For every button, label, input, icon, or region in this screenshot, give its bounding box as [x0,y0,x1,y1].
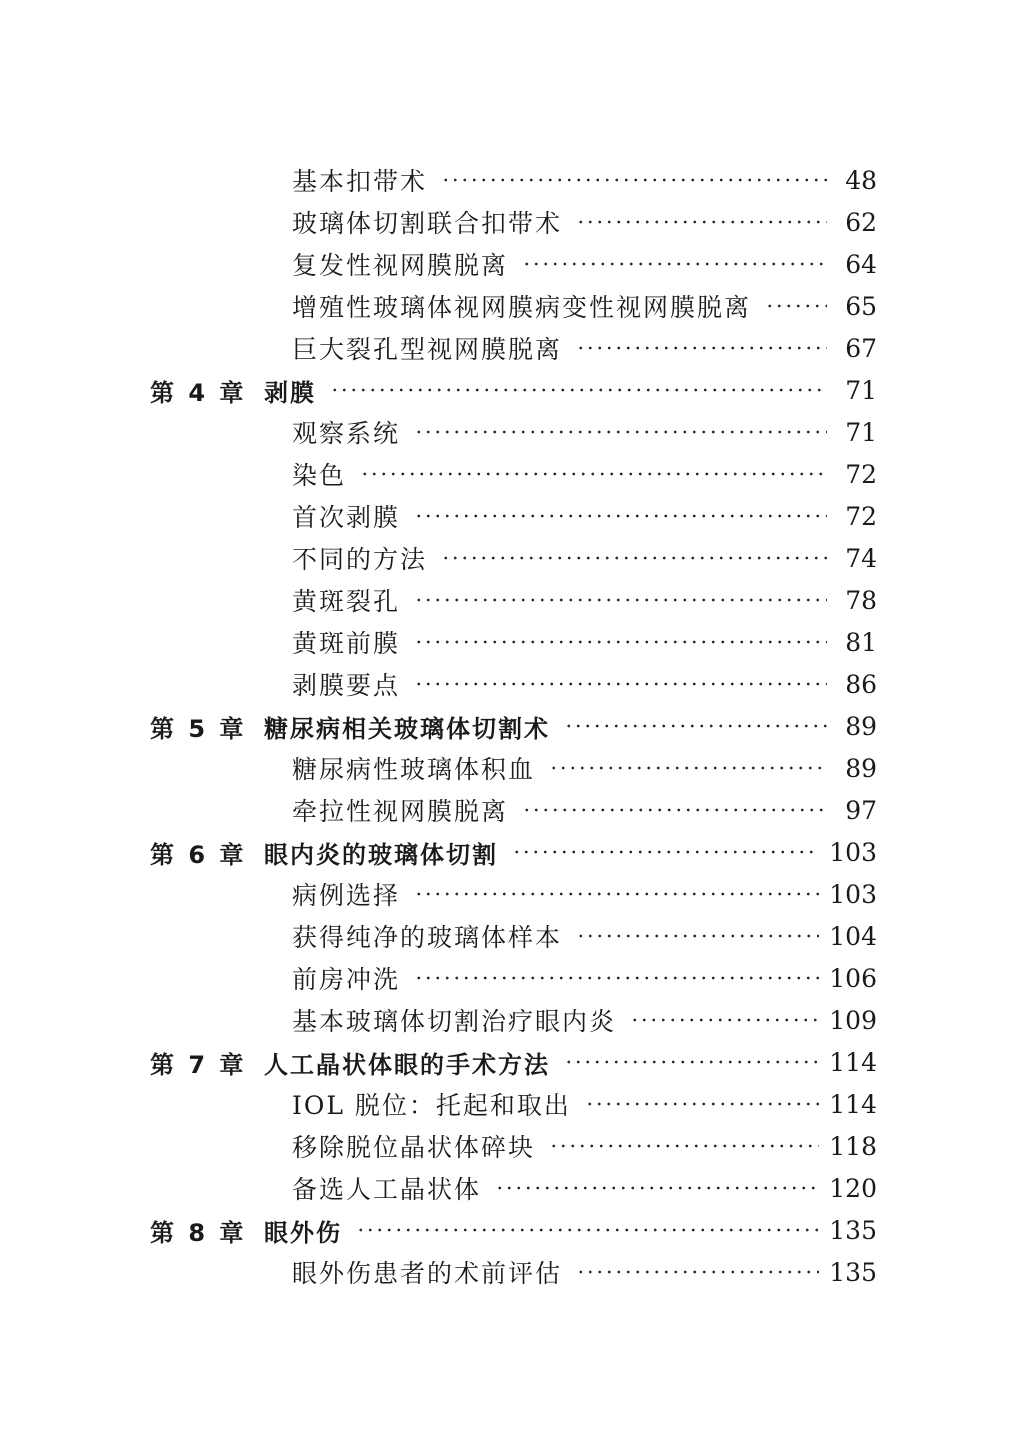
dot-leader [495,1186,819,1190]
toc-section-entry [150,621,877,663]
entry-title: 黄斑裂孔 [292,587,401,616]
entry-title: IOL 脱位：托起和取出 [292,1091,571,1120]
toc-section-entry [150,1125,877,1167]
dot-leader [630,1018,819,1022]
dot-leader [522,262,827,266]
page-number: 62 [845,207,877,237]
entry-title: 备选人工晶状体 [292,1175,482,1204]
table-of-contents [150,159,877,1293]
dot-leader [356,1228,819,1232]
dot-leader [330,388,827,392]
entry-title: 糖尿病性玻璃体积血 [292,755,536,784]
toc-section-entry [150,663,877,705]
entry-title: 增殖性玻璃体视网膜病变性视网膜脱离 [292,293,752,322]
toc-section-entry [150,243,877,285]
dot-leader [522,808,827,812]
page-number: 81 [845,627,877,657]
chapter-number: 第 7 章 [150,1050,247,1079]
page-number: 103 [829,837,877,867]
dot-leader [564,1060,819,1064]
entry-title: 眼内炎的玻璃体切割 [264,840,498,869]
page-number: 103 [829,879,877,909]
dot-leader [576,1270,819,1274]
entry-title: 前房冲洗 [292,965,401,994]
entry-title: 玻璃体切割联合扣带术 [292,209,563,238]
dot-leader [441,556,827,560]
dot-leader [414,892,819,896]
toc-chapter-entry [150,1209,877,1251]
page-number: 120 [829,1173,877,1203]
dot-leader [765,304,827,308]
toc-chapter-entry [150,1041,877,1083]
dot-leader [414,430,827,434]
entry-title: 巨大裂孔型视网膜脱离 [292,335,563,364]
toc-section-entry [150,453,877,495]
dot-leader [414,514,827,518]
dot-leader [549,1144,819,1148]
page-number: 72 [845,501,877,531]
entry-title: 不同的方法 [292,545,428,574]
page-number: 114 [829,1047,877,1077]
toc-section-entry [150,285,877,327]
entry-title: 糖尿病相关玻璃体切割术 [264,714,550,743]
entry-title: 基本扣带术 [292,167,428,196]
dot-leader [414,976,819,980]
entry-title: 染色 [292,461,347,490]
entry-title: 病例选择 [292,881,401,910]
toc-section-entry [150,201,877,243]
entry-title: 人工晶状体眼的手术方法 [264,1050,550,1079]
toc-section-entry [150,957,877,999]
dot-leader [414,598,827,602]
chapter-number: 第 8 章 [150,1218,247,1247]
page-number: 118 [829,1131,877,1161]
entry-title: 剥膜要点 [292,671,401,700]
toc-chapter-entry [150,369,877,411]
page-number: 65 [845,291,877,321]
page-number: 86 [845,669,877,699]
page-number: 71 [845,417,877,447]
page-number: 71 [845,375,877,405]
toc-section-entry [150,411,877,453]
toc-section-entry [150,159,877,201]
page-number: 135 [829,1257,877,1287]
toc-chapter-entry [150,831,877,873]
entry-title: 剥膜 [264,378,316,407]
entry-title: 眼外伤患者的术前评估 [292,1259,563,1288]
toc-section-entry [150,537,877,579]
entry-title: 移除脱位晶状体碎块 [292,1133,536,1162]
entry-title: 观察系统 [292,419,401,448]
page-number: 64 [845,249,877,279]
chapter-number: 第 6 章 [150,840,247,869]
toc-section-entry [150,495,877,537]
entry-title: 首次剥膜 [292,503,401,532]
dot-leader [576,934,819,938]
dot-leader [585,1102,819,1106]
page-number: 89 [845,711,877,741]
toc-section-entry [150,1167,877,1209]
page-number: 109 [829,1005,877,1035]
entry-title: 复发性视网膜脱离 [292,251,509,280]
dot-leader [414,682,827,686]
page-number: 67 [845,333,877,363]
entry-title: 眼外伤 [264,1218,342,1247]
page-number: 72 [845,459,877,489]
page-number: 78 [845,585,877,615]
page-number: 104 [829,921,877,951]
page-number: 135 [829,1215,877,1245]
dot-leader [576,346,827,350]
chapter-number: 第 4 章 [150,378,247,407]
dot-leader [441,178,827,182]
entry-title: 黄斑前膜 [292,629,401,658]
toc-section-entry [150,873,877,915]
toc-section-entry [150,789,877,831]
page-number: 74 [845,543,877,573]
dot-leader [564,724,827,728]
page-number: 97 [845,795,877,825]
toc-chapter-entry [150,705,877,747]
dot-leader [414,640,827,644]
toc-section-entry [150,327,877,369]
dot-leader [512,850,819,854]
entry-title: 获得纯净的玻璃体样本 [292,923,563,952]
page-number: 48 [845,165,877,195]
toc-section-entry [150,999,877,1041]
toc-section-entry [150,579,877,621]
chapter-number: 第 5 章 [150,714,247,743]
entry-title: 基本玻璃体切割治疗眼内炎 [292,1007,617,1036]
page-number: 114 [829,1089,877,1119]
dot-leader [360,472,827,476]
page-number: 106 [829,963,877,993]
toc-section-entry [150,915,877,957]
entry-title: 牵拉性视网膜脱离 [292,797,509,826]
toc-section-entry [150,1251,877,1293]
dot-leader [549,766,827,770]
toc-section-entry [150,1083,877,1125]
dot-leader [576,220,827,224]
toc-section-entry [150,747,877,789]
page-number: 89 [845,753,877,783]
